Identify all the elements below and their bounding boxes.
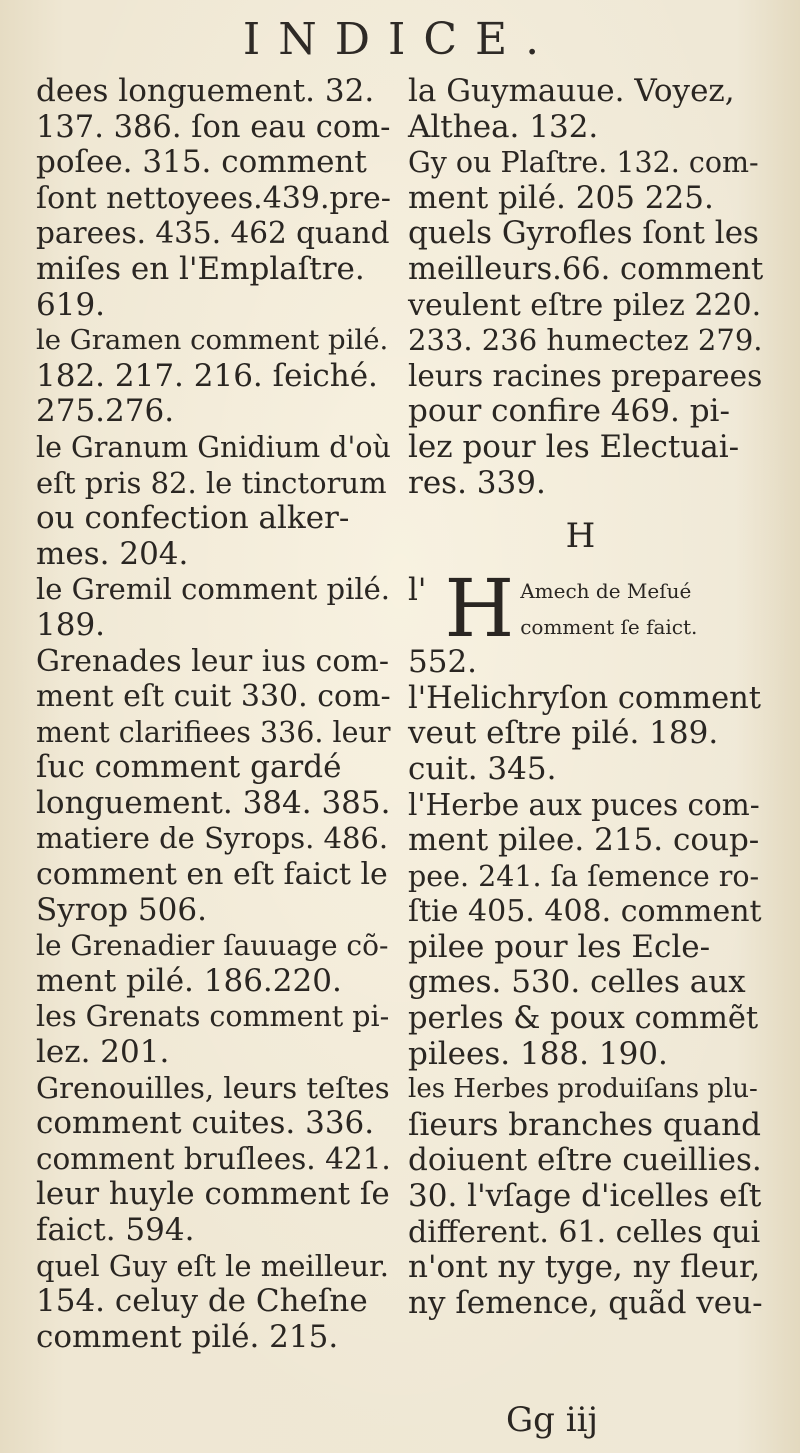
index-line: veut eſtre pilé. 189. bbox=[408, 715, 719, 752]
right-index-column bbox=[408, 73, 764, 1321]
index-line: comment pilé. 215. bbox=[36, 1318, 339, 1355]
index-line: faict. 594. bbox=[36, 1212, 195, 1248]
index-line: Gy ou Plaſtre. 132. com- bbox=[408, 146, 759, 180]
index-line: pee. 241. ſa ſemence ro- bbox=[408, 859, 760, 893]
index-line: la Guymauue. Voyez, bbox=[408, 73, 735, 109]
index-line: 619. bbox=[36, 286, 106, 323]
index-line: matiere de Syrops. 486. bbox=[36, 821, 389, 856]
dropcap-letter: H bbox=[444, 562, 515, 656]
index-line: dees longuement. 32. bbox=[36, 73, 375, 109]
index-line: different. 61. celles qui bbox=[408, 1214, 761, 1250]
index-line: 30. l'vſage d'icelles eſt bbox=[408, 1178, 762, 1215]
index-line: cuit. 345. bbox=[408, 750, 557, 787]
index-line: ment pilé. 186.220. bbox=[36, 962, 342, 999]
index-line: lez pour les Electuai- bbox=[408, 428, 740, 465]
index-line: 137. 386. ſon eau com- bbox=[36, 109, 391, 145]
index-line: leurs racines preparees bbox=[408, 358, 763, 393]
index-line: Althea. 132. bbox=[408, 108, 599, 145]
index-line: 189. bbox=[36, 606, 106, 643]
index-line: veulent eſtre pilez 220. bbox=[408, 287, 762, 323]
index-line: le Grenadier ſauuage cõ- bbox=[36, 929, 389, 963]
dropcap-line-2: comment ſe faict. bbox=[520, 615, 698, 640]
dropcap-entry bbox=[408, 562, 753, 656]
index-line: quel Guy eſt le meilleur. bbox=[36, 1248, 389, 1283]
index-line: ment pilee. 215. coup- bbox=[408, 822, 760, 859]
index-line: pilee pour les Ecle- bbox=[408, 928, 711, 965]
index-line: 182. 217. 216. ſeiché. bbox=[36, 357, 378, 394]
index-line: ſuc comment gardé bbox=[36, 749, 342, 786]
index-line: les Grenats comment pi- bbox=[36, 1000, 390, 1034]
section-letter-h: H bbox=[565, 516, 596, 557]
index-line: ſont nettoyees.439.pre- bbox=[36, 180, 391, 216]
index-line: 552. bbox=[408, 644, 478, 681]
dropcap-prefix: l' bbox=[408, 572, 427, 609]
right-column-bottom-entries bbox=[408, 644, 763, 1321]
index-line: quels Gyrofles ſont les bbox=[408, 215, 759, 252]
index-line: miſes en l'Emplaſtre. bbox=[36, 250, 365, 287]
index-line: le Gremil comment pilé. bbox=[36, 572, 391, 607]
index-line: l'Herbe aux puces com- bbox=[408, 787, 760, 822]
index-line: gmes. 530. celles aux bbox=[408, 964, 746, 1001]
index-line: longuement. 384. 385. bbox=[36, 784, 391, 821]
index-line: parees. 435. 462 quand bbox=[36, 216, 390, 251]
index-line: le Granum Gnidium d'où bbox=[36, 430, 391, 464]
index-line: meilleurs.66. comment bbox=[408, 251, 764, 287]
index-line: Syrop 506. bbox=[36, 891, 207, 928]
index-line: ment clarifiees 336. leur bbox=[36, 715, 391, 749]
index-line: eſt pris 82. le tinctorum bbox=[36, 465, 387, 500]
catchword-signature: Gg iij bbox=[506, 1400, 599, 1440]
index-line: ment eſt cuit 330. com- bbox=[36, 679, 391, 715]
index-line: ſieurs branches quand bbox=[408, 1106, 761, 1143]
index-line: perles & poux commẽt bbox=[408, 1001, 759, 1037]
index-line: ſtie 405. 408. comment bbox=[408, 894, 762, 930]
index-line: les Herbes produiſans plu- bbox=[408, 1074, 758, 1105]
index-line: ny ſemence, quãd veu- bbox=[408, 1284, 763, 1321]
index-line: pour confire 469. pi- bbox=[408, 393, 730, 430]
index-line: 154. celuy de Cheſne bbox=[36, 1283, 368, 1320]
index-line: le Gramen comment pilé. bbox=[36, 324, 389, 357]
index-line: doiuent eſtre cueillies. bbox=[408, 1142, 762, 1179]
page-header: INDICE. bbox=[242, 14, 558, 65]
index-line: pilees. 188. 190. bbox=[408, 1035, 668, 1072]
index-line: leur huyle comment ſe bbox=[36, 1176, 390, 1213]
right-column-top-entries bbox=[408, 73, 764, 501]
index-line: mes. 204. bbox=[36, 535, 189, 572]
index-line: poſee. 315. comment bbox=[36, 144, 367, 181]
index-line: comment cuites. 336. bbox=[36, 1105, 375, 1142]
index-line: Grenades leur ius com- bbox=[36, 643, 389, 679]
index-line: ment pilé. 205 225. bbox=[408, 179, 714, 216]
left-index-column bbox=[36, 73, 391, 1355]
index-line: Grenouilles, leurs teſtes bbox=[36, 1070, 390, 1105]
index-line: comment en eſt faict le bbox=[36, 857, 388, 893]
index-line: lez. 201. bbox=[36, 1034, 170, 1071]
index-line: 233. 236 humectez 279. bbox=[408, 323, 763, 358]
index-line: res. 339. bbox=[408, 464, 546, 501]
index-line: ou confection alker- bbox=[36, 500, 350, 537]
index-line: n'ont ny tyge, ny fleur, bbox=[408, 1249, 761, 1286]
index-line: comment bruſlees. 421. bbox=[36, 1141, 391, 1176]
index-line: 275.276. bbox=[36, 393, 175, 430]
dropcap-line-1: Amech de Meſué bbox=[520, 579, 692, 604]
index-line: l'Helichryſon comment bbox=[408, 680, 762, 716]
